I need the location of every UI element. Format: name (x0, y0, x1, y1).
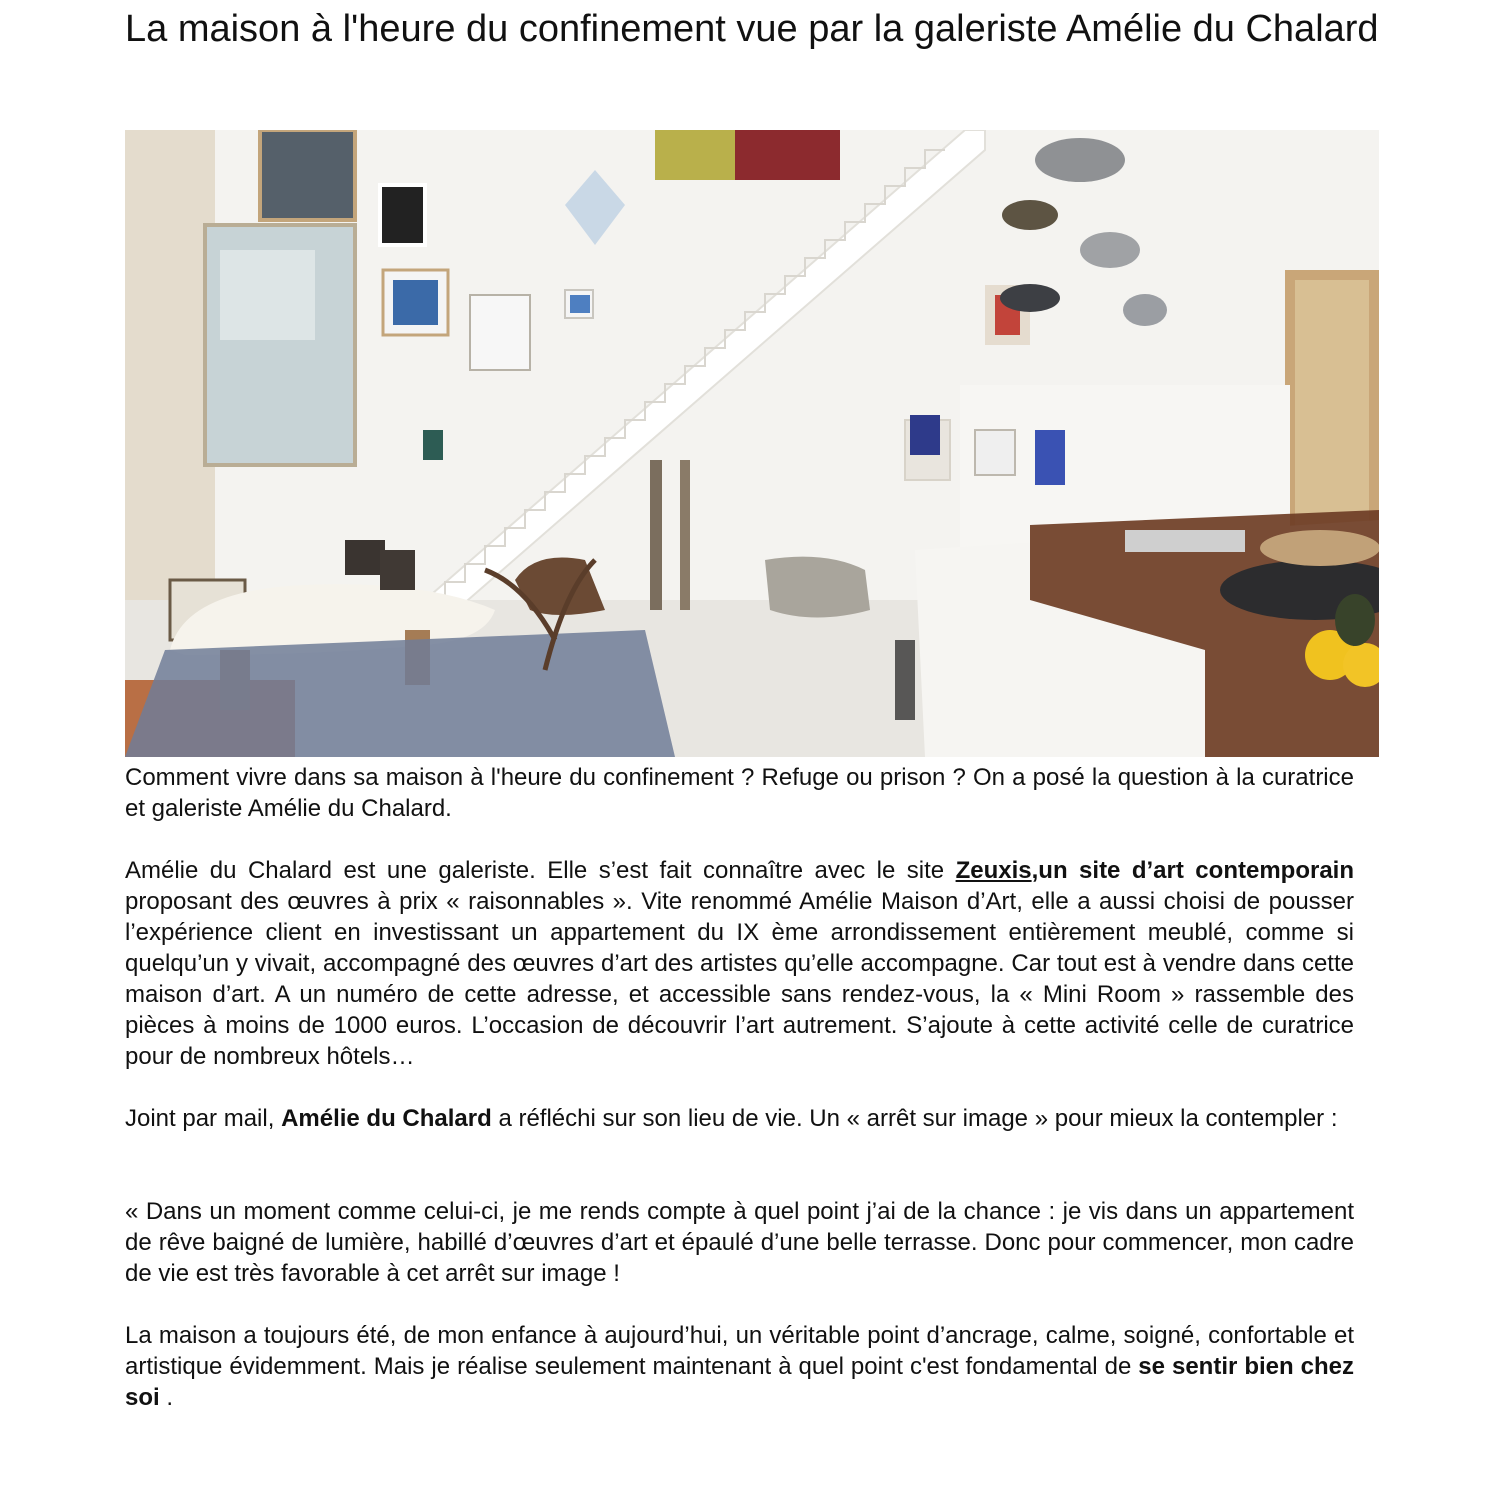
zeuxis-link[interactable]: Zeuxis (955, 857, 1032, 884)
paragraph-gallery-bold: ,un site d’art contemporain (1031, 857, 1354, 884)
author-name: Amélie du Chalard (281, 1105, 492, 1132)
paragraph-gallery-rest: proposant des œuvres à prix « raisonnables ». Vite renommé Amélie Maison d’Art, elle a aussi choisi de pousser l’expérience client en investissant un appartement du IX ème arrondissement entièrement meublé, comme si quelqu’un y vivait, accompagné des œuvres d’art des artistes qu’elle accompagne. Car tout est à vendre dans cette maison d’art. A un numéro de cette adresse, et accessible sans rendez-vous, la « Mini Room » rassemble des pièces à moins de 1000 euros. L’occasion de découvrir l’art autrement. S’ajoute à cette activité celle de curatrice pour de nombreux hôtels… (125, 888, 1354, 1070)
paragraph-gallery-text: Amélie du Chalard est une galeriste. Elle s’est fait connaître avec le site (125, 857, 956, 884)
paragraph-mail-rest: a réfléchi sur son lieu de vie. Un « arrêt sur image » pour mieux la contempler : (491, 1105, 1338, 1132)
paragraph-gallery (125, 855, 1354, 1072)
quote-paragraph: « Dans un moment comme celui-ci, je me rends compte à quel point j’ai de la chance : je vis dans un appartement de rêve baigné de lumière, habillé d’œuvres d’art et épaulé d’une belle terrasse. Donc pour commencer, mon cadre de vie est très favorable à cet arrêt sur image ! (125, 1198, 1354, 1287)
paragraph-home-text: La maison a toujours été, de mon enfance à aujourd’hui, un véritable point d’ancrage, calme, soigné, confortable et artistique évidemment. Mais je réalise seulement maintenant à quel point c'est fondamental de (125, 1322, 1354, 1380)
article-body (125, 762, 1354, 1413)
article-title: La maison à l'heure du confinement vue par la galeriste Amélie du Chalard (125, 8, 1379, 50)
paragraph-mail (125, 1103, 1354, 1134)
paragraph-home (125, 1320, 1354, 1413)
paragraph-home-bold: se sentir bien chez soi (125, 1353, 1355, 1411)
paragraph-home-rest: . (159, 1384, 174, 1411)
paragraph-mail-text: Joint par mail, (125, 1105, 282, 1132)
interior-photo (125, 130, 1379, 757)
intro-paragraph: Comment vivre dans sa maison à l'heure du confinement ? Refuge ou prison ? On a posé la question à la curatrice et galeriste Amélie du Chalard. (125, 764, 1354, 822)
article-photo (125, 130, 1379, 757)
